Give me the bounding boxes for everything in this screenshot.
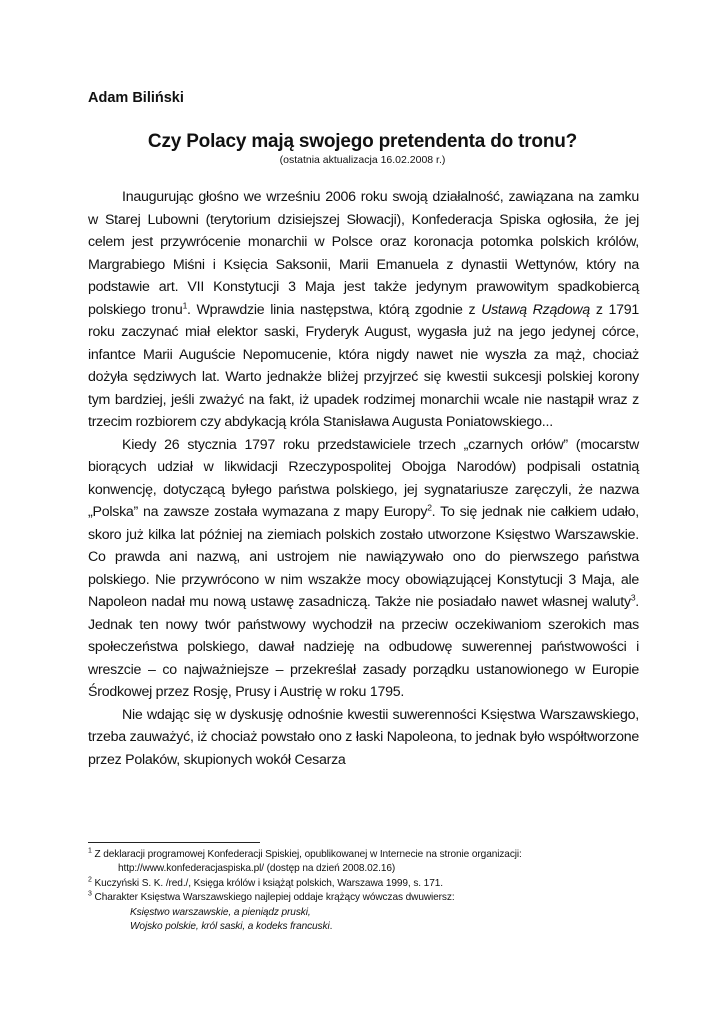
- paragraph-3: [88, 704, 639, 772]
- footnote-3: [88, 891, 648, 905]
- footnote-1-url[interactable]: http://www.konfederacjaspiska.pl/ (dostęp na dzień 2008.02.16): [118, 863, 396, 875]
- paragraph-1-text-a: Inaugurując głośno we wrześniu 2006 roku swoją działalność, zawiązana na zamku w Starej Lubowni (terytorium dzisiejszej Słowacji), Konfederacja Spiska ogłosiła, że jej celem jest przywrócenie monarchii w Polsce oraz koronacja potomka polskich królów, Margrabiego Miśni i Księcia Saksonii, Marii Emanuela z dynastii Wettynów, który na podstawie art. VII Konstytucji 3 Maja jest także jedynym prawowitym spadkobiercą polskiego tronu: [88, 189, 639, 318]
- footnote-2: [88, 877, 648, 891]
- footnote-1-number: 1: [88, 847, 92, 855]
- footnote-2-number: 2: [88, 876, 92, 884]
- footnote-3-text: Charakter Księstwa Warszawskiego najlepiej oddaje krążący wówczas dwuwiersz:: [91, 892, 455, 904]
- paragraph-1-italic: Ustawą Rządową: [481, 301, 591, 318]
- footnote-3-verse-2-period: .: [329, 921, 333, 933]
- paragraph-3-text-a: Nie wdając się w dyskusję odnośnie kwestii suwerenności Księstwa Warszawskiego, trzeba zauważyć, iż chociaż powstało ono z łaski Napoleona, to jednak było współtworzone przez Polaków, skupionych wokół Cesarza: [88, 706, 639, 768]
- footnote-2-text: Kuczyński S. K. /red./, Księga królów i książąt polskich, Warszawa 1999, s. 171.: [91, 877, 443, 889]
- paragraph-1: [88, 186, 639, 434]
- paragraph-1-text-b: . Wprawdzie linia następstwa, którą zgodnie z: [187, 301, 482, 318]
- document-title: Czy Polacy mają swojego pretendenta do tronu?: [147, 131, 578, 152]
- footnote-ref-1[interactable]: 1: [182, 299, 188, 310]
- footnote-1-text: Z deklaracji programowej Konfederacji Spiskiej, opublikowanej w Internecie na stronie organizacji:: [91, 849, 522, 860]
- document-body: [88, 186, 639, 771]
- paragraph-2-text-b: . To się jednak nie całkiem udało, skoro już kilka lat później na ziemiach polskich zostało utworzone Księstwo Warszawskie. Co prawda ani nazwą, ani ustrojem nie nawiązywało ono do pierwszego państwa polskiego. Nie przywrócono w nim wszakże mocy obowiązującej Konstytucji 3 Maja, ale Napoleon nadał mu nową ustawę zasadniczą. Także nie posiadało nawet własnej waluty: [88, 504, 640, 610]
- footnote-ref-2[interactable]: 2: [427, 502, 432, 513]
- paragraph-1-text-c: z 1791 roku zaczynać miał elektor saski, Fryderyk August, wygasła już na jego jedynej córce, infantce Marii Auguście Nepomucenie, która nigdy nawet nie wyszła za mąż, chociaż dożyła sędziwych lat. Warto jednakże bliżej przyjrzeć się kwestii sukcesji polskiej korony tym bardziej, jeśli zważyć na fakt, iż upadek rodzimej monarchii wcale nie nastąpił wraz z trzecim rozbiorem czy abdykacją króla Stanisława Augusta Poniatowskiego...: [88, 301, 640, 430]
- footnotes: [88, 848, 648, 934]
- footnote-ref-3[interactable]: 3: [630, 592, 636, 603]
- footnote-3-verse-2: [88, 920, 648, 934]
- last-update-note: (ostatnia aktualizacja 16.02.2008 r.): [279, 154, 446, 166]
- footnote-3-number: 3: [88, 890, 92, 898]
- footnote-separator: [88, 842, 260, 843]
- paragraph-2: [88, 434, 639, 704]
- paragraph-2-text-a: Kiedy 26 stycznia 1797 roku przedstawiciele trzech „czarnych orłów” (mocarstw biorących udział w likwidacji Rzeczypospolitej Obojga Narodów) podpisali ostatnią konwencję, dotyczącą byłego państwa polskiego, jej sygnatariusze zaręczyli, że nazwa „Polska” na zawsze została wymazana z mapy Europy: [88, 436, 639, 520]
- footnote-3-verse-2-text: Wojsko polskie, król saski, a kodeks francuski: [130, 921, 330, 933]
- footnote-3-verse-1: Księstwo warszawskie, a pieniądz pruski,: [130, 906, 311, 918]
- paragraph-2-text-c: . Jednak ten nowy twór państwowy wychodził na przeciw oczekiwaniom szerokich mas społeczeństwa polskiego, dawał nadzieję na odbudowę suwerennej państwowości i wreszcie – co najważniejsze – przekreślał zasady porządku ustanowionego w Europie Środkowej przez Rosję, Prusy i Austrię w roku 1795.: [88, 594, 639, 700]
- author-name: Adam Biliński: [88, 90, 184, 106]
- footnote-1: [88, 848, 648, 862]
